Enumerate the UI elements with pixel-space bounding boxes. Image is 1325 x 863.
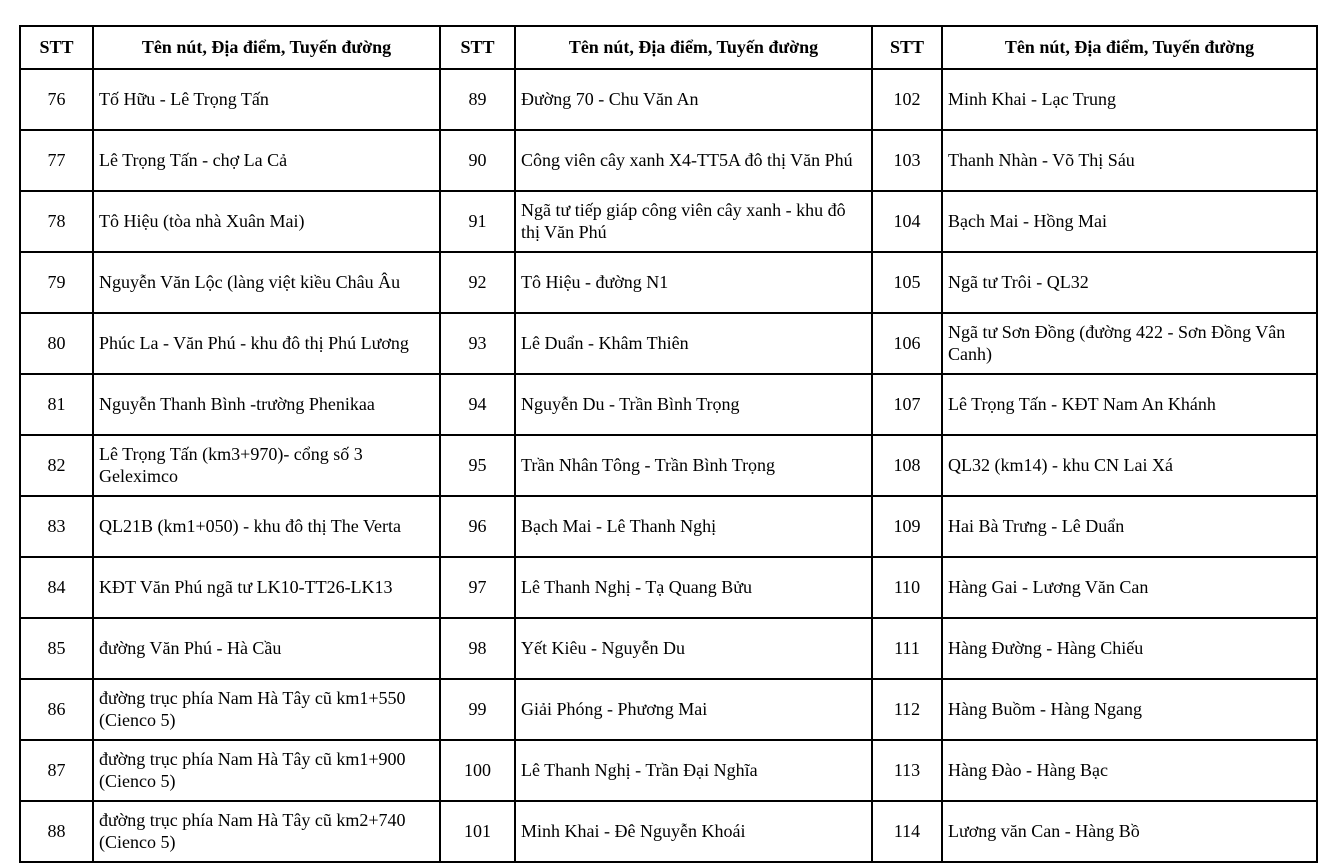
stt-cell: 82: [20, 435, 93, 496]
location-cell: Nguyễn Văn Lộc (làng việt kiều Châu Âu: [93, 252, 440, 313]
table-row: [20, 313, 1317, 374]
stt-cell: 88: [20, 801, 93, 862]
stt-cell: 81: [20, 374, 93, 435]
stt-cell: 107: [872, 374, 942, 435]
stt-cell: 108: [872, 435, 942, 496]
header-name-3: Tên nút, Địa điểm, Tuyến đường: [942, 26, 1317, 69]
table-row: [20, 496, 1317, 557]
location-cell: QL21B (km1+050) - khu đô thị The Verta: [93, 496, 440, 557]
location-cell: Thanh Nhàn - Võ Thị Sáu: [942, 130, 1317, 191]
location-cell: Lê Trọng Tấn (km3+970)- cổng số 3 Geleximco: [93, 435, 440, 496]
location-cell: Lê Duẩn - Khâm Thiên: [515, 313, 872, 374]
location-cell: Tô Hiệu - đường N1: [515, 252, 872, 313]
stt-cell: 103: [872, 130, 942, 191]
location-cell: Ngã tư Trôi - QL32: [942, 252, 1317, 313]
stt-cell: 99: [440, 679, 515, 740]
stt-cell: 101: [440, 801, 515, 862]
location-cell: Hàng Buồm - Hàng Ngang: [942, 679, 1317, 740]
location-cell: đường trục phía Nam Hà Tây cũ km1+550 (Cienco 5): [93, 679, 440, 740]
header-stt-2: STT: [440, 26, 515, 69]
location-cell: KĐT Văn Phú ngã tư LK10-TT26-LK13: [93, 557, 440, 618]
header-stt-3: STT: [872, 26, 942, 69]
stt-cell: 94: [440, 374, 515, 435]
location-cell: Bạch Mai - Lê Thanh Nghị: [515, 496, 872, 557]
location-cell: QL32 (km14) - khu CN Lai Xá: [942, 435, 1317, 496]
stt-cell: 110: [872, 557, 942, 618]
stt-cell: 79: [20, 252, 93, 313]
stt-cell: 105: [872, 252, 942, 313]
stt-cell: 89: [440, 69, 515, 130]
stt-cell: 95: [440, 435, 515, 496]
location-cell: Ngã tư Sơn Đồng (đường 422 - Sơn Đồng Vân Canh): [942, 313, 1317, 374]
table-row: [20, 435, 1317, 496]
header-name-2: Tên nút, Địa điểm, Tuyến đường: [515, 26, 872, 69]
location-cell: đường trục phía Nam Hà Tây cũ km2+740 (Cienco 5): [93, 801, 440, 862]
stt-cell: 76: [20, 69, 93, 130]
location-cell: Lê Thanh Nghị - Trần Đại Nghĩa: [515, 740, 872, 801]
location-cell: Lê Thanh Nghị - Tạ Quang Bửu: [515, 557, 872, 618]
stt-cell: 111: [872, 618, 942, 679]
stt-cell: 91: [440, 191, 515, 252]
stt-cell: 114: [872, 801, 942, 862]
junction-table: [19, 25, 1318, 863]
stt-cell: 80: [20, 313, 93, 374]
header-name-1: Tên nút, Địa điểm, Tuyến đường: [93, 26, 440, 69]
table-header-row: [20, 26, 1317, 69]
location-cell: đường Văn Phú - Hà Cầu: [93, 618, 440, 679]
location-cell: Công viên cây xanh X4-TT5A đô thị Văn Phú: [515, 130, 872, 191]
location-cell: đường trục phía Nam Hà Tây cũ km1+900 (Cienco 5): [93, 740, 440, 801]
location-cell: Nguyễn Thanh Bình -trường Phenikaa: [93, 374, 440, 435]
location-cell: Bạch Mai - Hồng Mai: [942, 191, 1317, 252]
location-cell: Tô Hiệu (tòa nhà Xuân Mai): [93, 191, 440, 252]
location-cell: Hàng Đào - Hàng Bạc: [942, 740, 1317, 801]
stt-cell: 109: [872, 496, 942, 557]
location-cell: Lê Trọng Tấn - KĐT Nam An Khánh: [942, 374, 1317, 435]
stt-cell: 96: [440, 496, 515, 557]
stt-cell: 87: [20, 740, 93, 801]
table-row: [20, 374, 1317, 435]
stt-cell: 112: [872, 679, 942, 740]
location-cell: Hai Bà Trưng - Lê Duẩn: [942, 496, 1317, 557]
location-cell: Hàng Đường - Hàng Chiếu: [942, 618, 1317, 679]
stt-cell: 83: [20, 496, 93, 557]
table-row: [20, 679, 1317, 740]
location-cell: Hàng Gai - Lương Văn Can: [942, 557, 1317, 618]
table-row: [20, 252, 1317, 313]
stt-cell: 84: [20, 557, 93, 618]
table-row: [20, 618, 1317, 679]
stt-cell: 98: [440, 618, 515, 679]
location-cell: Lương văn Can - Hàng Bồ: [942, 801, 1317, 862]
table-row: [20, 191, 1317, 252]
location-cell: Tố Hữu - Lê Trọng Tấn: [93, 69, 440, 130]
location-cell: Nguyễn Du - Trần Bình Trọng: [515, 374, 872, 435]
table-row: [20, 801, 1317, 862]
table-body: [20, 69, 1317, 862]
location-cell: Giải Phóng - Phương Mai: [515, 679, 872, 740]
stt-cell: 86: [20, 679, 93, 740]
stt-cell: 102: [872, 69, 942, 130]
header-stt-1: STT: [20, 26, 93, 69]
location-cell: Ngã tư tiếp giáp công viên cây xanh - khu đô thị Văn Phú: [515, 191, 872, 252]
stt-cell: 113: [872, 740, 942, 801]
stt-cell: 93: [440, 313, 515, 374]
stt-cell: 85: [20, 618, 93, 679]
location-cell: Yết Kiêu - Nguyễn Du: [515, 618, 872, 679]
table-row: [20, 69, 1317, 130]
stt-cell: 106: [872, 313, 942, 374]
stt-cell: 90: [440, 130, 515, 191]
table-row: [20, 557, 1317, 618]
location-cell: Phúc La - Văn Phú - khu đô thị Phú Lương: [93, 313, 440, 374]
location-cell: Lê Trọng Tấn - chợ La Cả: [93, 130, 440, 191]
stt-cell: 78: [20, 191, 93, 252]
stt-cell: 104: [872, 191, 942, 252]
stt-cell: 92: [440, 252, 515, 313]
stt-cell: 77: [20, 130, 93, 191]
location-cell: Minh Khai - Đê Nguyễn Khoái: [515, 801, 872, 862]
stt-cell: 97: [440, 557, 515, 618]
table-row: [20, 130, 1317, 191]
location-cell: Trần Nhân Tông - Trần Bình Trọng: [515, 435, 872, 496]
stt-cell: 100: [440, 740, 515, 801]
location-cell: Đường 70 - Chu Văn An: [515, 69, 872, 130]
location-cell: Minh Khai - Lạc Trung: [942, 69, 1317, 130]
table-row: [20, 740, 1317, 801]
